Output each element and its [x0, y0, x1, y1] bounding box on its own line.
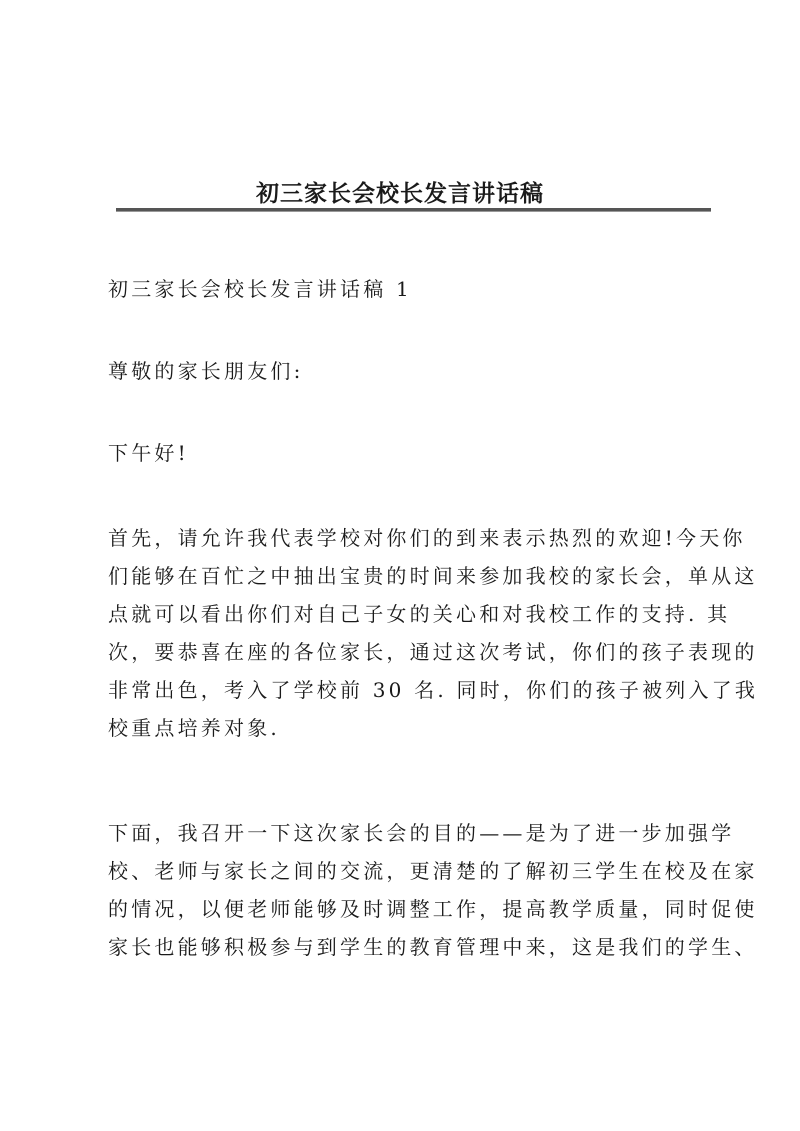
paragraph-line: 下面，我召开一下这次家长会的目的——是为了进一步加强学 — [108, 821, 735, 845]
paragraph-line: 的情况，以便老师能够及时调整工作，提高教学质量，同时促使 — [108, 897, 758, 921]
greeting-line: 尊敬的家长朋友们: — [108, 359, 304, 383]
paragraph-line: 们能够在百忙之中抽出宝贵的时间来参加我校的家长会，单从这 — [108, 564, 758, 588]
speech-subtitle: 初三家长会校长发言讲话稿 1 — [108, 277, 412, 301]
document-title: 初三家长会校长发言讲话稿 — [256, 180, 544, 208]
paragraph-line: 非常出色，考入了学校前 30 名. 同时，你们的孩子被列入了我 — [108, 678, 759, 702]
title-divider — [116, 208, 711, 212]
hello-line: 下午好! — [108, 441, 189, 465]
paragraph-line: 首先，请允许我代表学校对你们的到来表示热烈的欢迎!今天你 — [108, 526, 746, 550]
paragraph-line: 家长也能够积极参与到学生的教育管理中来，这是我们的学生、 — [108, 935, 758, 959]
paragraph-line: 次，要恭喜在座的各位家长，通过这次考试，你们的孩子表现的 — [108, 640, 758, 664]
paragraph-line: 点就可以看出你们对自己子女的关心和对我校工作的支持. 其 — [108, 602, 731, 626]
body-paragraph-1 — [108, 519, 759, 747]
paragraph-line: 校重点培养对象. — [108, 716, 280, 740]
body-paragraph-2 — [108, 814, 758, 966]
paragraph-line: 校、老师与家长之间的交流，更清楚的了解初三学生在校及在家 — [108, 859, 758, 883]
